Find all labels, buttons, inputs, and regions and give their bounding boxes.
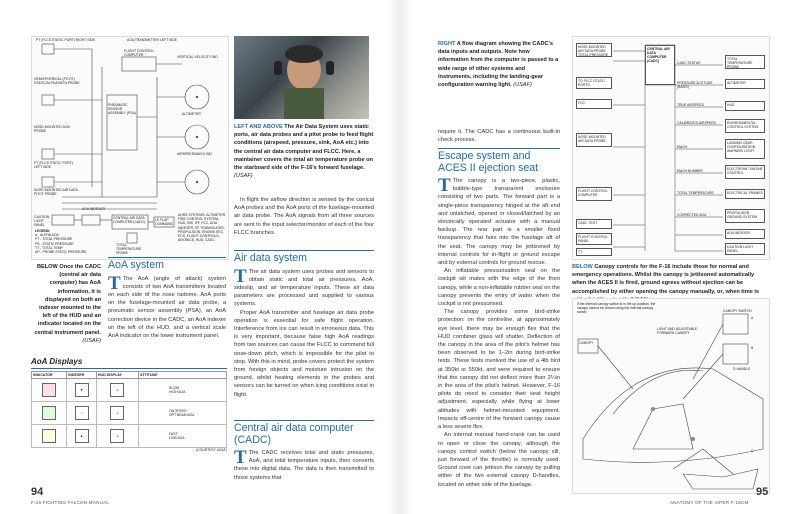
indicator-icon xyxy=(42,429,56,443)
escape-paragraph: An internal manual hand-crank can be used to open or close the canopy, although the canopy control switch (below the canopy sill, just forward of the throttle) is normally used. Ground crew can jettison the canopy by pulling either of the two external canopy D-handles, located on either side of the fuselage. xyxy=(438,432,560,488)
attitude-label: OPT BEAM AOA xyxy=(169,413,195,417)
escape-paragraph: The canopy provides some bird-strike protection: on the centreline, at approximately eye level, there may be enough flex that the HUD combiner glass will shatter. Deflection of the canopy in the area of the pilot's helmet has been observed to be 1–2in during bird-strike tests. These tests involved the use of a 4lb bird at 350kt or 550kt, and were required to ensure that the canopy did not deflect more than 2¼in in the area of the pilot's helmet. However, F-16 pilots do need to consider their seat height adjustment, especially while flying at lower altitudes with helmet-mounted equipment. Impacts off-centre of the forward canopy cause a less severe flex. xyxy=(438,309,560,431)
hud-icon: ⊥ xyxy=(110,429,124,443)
flow-input-box: TO FLCC STATIC PORTS xyxy=(576,77,612,89)
flow-caption-lead: RIGHT xyxy=(438,41,456,47)
aoa-heading: AoA system xyxy=(108,259,164,271)
indexer-icon: ○ xyxy=(75,406,89,420)
indicator-icon xyxy=(42,383,56,397)
canopy-label: B xyxy=(751,346,754,350)
flow-output-box: ELECTRONIC ENGINE CONTROL xyxy=(725,165,765,179)
table-row xyxy=(32,402,227,425)
dropcap-t: T xyxy=(108,272,121,294)
flow-input-box: FLIGHT CONTROL PANEL xyxy=(576,233,612,245)
continuation-text: require it. The CADC has a continuous built-in check process. xyxy=(438,129,560,144)
intro-paragraph xyxy=(234,196,374,237)
flow-output-box: ALTIMETER xyxy=(725,79,765,89)
flow-item: CALIBRATED AIRSPEED xyxy=(677,121,716,125)
right-footer: ANATOMY OF THE VIPER F-16CM xyxy=(670,500,749,505)
flow-output-box: HUD xyxy=(725,101,765,111)
flow-output-box: ENVIRONMENTAL CONTROL SYSTEM xyxy=(725,119,765,133)
aoa-header: INDEXER xyxy=(67,372,97,379)
canopy-label: CANOPY xyxy=(579,341,594,345)
air-data-paragraph: The air data system uses probes and sensors to obtain static and total air pressures, AoA, sideslip, and air temperature inputs. These air data parameters are processed and supplied to various systems. xyxy=(234,268,374,308)
label-altimeter: ALTIMETER xyxy=(182,112,201,116)
intro-text: In flight the airflow direction is sensed by the conical AoA probes and the AoA ports of the fuselage-mounted air data probe. The AoA signals from all three sources are sent to the input selector/monitor of each of the four FLCC branches. xyxy=(234,197,374,236)
aoa-table xyxy=(31,371,227,448)
dropcap-t: T xyxy=(234,265,247,287)
attitude-label: FAST xyxy=(169,431,178,436)
label-nose-aoa: NOSE-MOUNTED AOA PROBE xyxy=(34,125,70,134)
photo-figure xyxy=(234,36,369,119)
escape-section xyxy=(438,148,560,489)
left-page-number: 94 xyxy=(31,486,44,498)
aoa-displays-title: AoA Displays xyxy=(31,357,83,366)
attitude-label: ON SPEED xyxy=(169,408,187,413)
canopy-label: A xyxy=(751,316,754,320)
legend-item: α - ALPHA AOA xyxy=(35,233,59,238)
label-nose-pitot: NOSE-MOUNTED AIR DATA PITOT PROBE xyxy=(34,188,78,197)
label-total-temp: TOTAL TEMPERATURE PROBE xyxy=(116,243,142,256)
legend-item: ΔP - PROBE STATIC PRESSURE xyxy=(35,250,87,255)
flow-item: TRUE AIRSPEED xyxy=(677,103,705,107)
legend-title: LEGEND: xyxy=(35,229,51,233)
flow-item: PRESSURE ALTITUDE (BARO) xyxy=(677,81,713,90)
canopy-note: If the internal canopy switch is in the up position, the canopy cannot be closed using the internal canopy switch. xyxy=(577,302,656,315)
left-footer: F-16 FIGHTING FALCON MANUAL xyxy=(31,500,110,505)
label-pt-static-left: PT (FLCS STATIC PORT) LEFT SIDE xyxy=(34,161,73,170)
label-caution-light: CAUTION LIGHT PANEL xyxy=(34,215,50,228)
label-le-flap: LE FLAP COMMAND xyxy=(155,218,173,227)
flow-item: CORRECTED AOA xyxy=(677,213,707,217)
photo-caption xyxy=(234,123,374,180)
attitude-label: LOW AOA xyxy=(169,436,185,440)
flow-caption-text: A flow diagram showing the CADC's data inputs and outputs. Note how information from the computer is passed to a wide range of other systems and instruments, including the landing-gear configuration warning light. xyxy=(438,41,559,89)
hud-icon: ⊥ xyxy=(110,383,124,397)
escape-paragraph: An inflatable pressurisation seal on the cockpit sill mates with the edge of the front canopy, while a non-inflatable rubber seal on the canopy prevents the entry of water when the cockpit is not pressurised. xyxy=(438,268,560,308)
flow-input-box: NOSE-MOUNTED AIR DATA PROBE TOTAL PRESSURE xyxy=(576,43,612,57)
flow-input-box: NOSE-MOUNTED AIR DATA PROBE xyxy=(576,133,612,147)
label-airspeed: AIRSPEED/MACH IND xyxy=(177,152,212,156)
aoa-header: ATTITUDE xyxy=(139,372,227,379)
flow-input-box: TT xyxy=(576,248,612,256)
escape-heading: Escape system and ACES II ejection seat xyxy=(438,150,539,174)
air-data-paragraph: Proper AoA transmitter and fuselage air data probe operation is essential for safe flight operation. Interference from ice can result in erroneous data. This is very important, because false high AoA readings from two sources can cause the FLCC to command full nose-down pitch, which is impossible for the pilot to stop. With this in mind, probe covers protect the system from foreign objects and moisture intrusion on the ground, whilst heating elements in the probes and sensors can be turned on when icing conditions exist in flight. xyxy=(234,309,374,398)
flow-caption xyxy=(438,40,560,89)
flow-output-box: LANDING GEAR CONFIGURATION WARNING LIGHT xyxy=(725,139,765,159)
hud-icon: ⊥ xyxy=(110,406,124,420)
indexer-icon: ▼ xyxy=(75,383,89,397)
flow-input-box: CADC TEST xyxy=(576,219,612,229)
canopy-label: CANOPY SWITCH xyxy=(723,309,752,313)
aoa-displays xyxy=(31,357,227,452)
flow-item: MACH NUMBER xyxy=(677,169,703,173)
left-caption-text: BELOW Once the CADC (central air data computer) has AoA information, it is displayed on both an indexer mounted to the left of the HUD and an indicator located on the central instrument panel. xyxy=(34,264,101,336)
left-caption-credit: (USAF) xyxy=(82,337,101,344)
table-row xyxy=(32,425,227,448)
canopy-diagram xyxy=(572,298,770,494)
label-aoa-transmitter-left: AOA TRANSMITTER LEFT SIDE xyxy=(127,38,177,42)
label-vvi: VERTICAL VELOCITY IND xyxy=(177,55,218,59)
label-pt-probe-right: PT (FLCS STATIC PORT) RIGHT SIDE xyxy=(36,38,96,42)
photo-caption-text: The Air Data System uses static ports, air data probes and a pitot probe to feed flight conditions (airspeed, pressure, sink, AoA etc.) into the central air data computer and FLCC. Here, a maintainer covers the total air temperature probe on the starboard side of the F-16's forward fuselage. xyxy=(234,124,374,172)
label-hemispherical: HEMISPHERICAL (PITOT) STATIC/ALPHA BETA PROBE xyxy=(34,77,80,86)
indexer-icon: ▲ xyxy=(75,429,89,443)
photo-caption-lead: LEFT AND ABOVE xyxy=(234,124,283,130)
legend xyxy=(35,229,105,254)
photo-caption-credit: (USAF) xyxy=(234,173,253,180)
aoa-header: INDICATOR xyxy=(32,372,67,379)
cadc-flow-diagram xyxy=(572,36,770,260)
right-page xyxy=(400,0,800,514)
right-page-number: 95 xyxy=(756,486,769,498)
air-data-system-diagram xyxy=(31,36,229,260)
air-data-heading: Air data system xyxy=(234,252,308,264)
dropcap-t: T xyxy=(234,447,247,468)
canopy-caption-lead: BELOW xyxy=(572,264,593,270)
left-caption xyxy=(31,263,101,345)
aoa-paragraph: The AoA (angle of attack) system consists of two AoA transmitters located on each side of the nose radome. AoA ports on the fuselage-mounted air data probe, a pneumatic sensor assembly (PSA), an AoA correction device in the CADC, an AoA indexer on the left of the HUD, and a vertical scale AoA indicator on the lower instrument panel. xyxy=(108,275,226,339)
legend-item: TT - TOTAL TEMP xyxy=(35,245,63,250)
canopy-label: LIGHT AND ADJUSTABLE FORWARD CANOPY xyxy=(657,327,698,336)
cadc-heading: Central air data computer (CADC) xyxy=(234,422,354,446)
table-row xyxy=(32,379,227,402)
escape-paragraph: The canopy is a two-piece, plastic, bubble-type transparent enclosure consisting of two parts. The forward part is a single-piece transparency hinged at the aft end and unlatched, opened or closed/latched by an electrically operated actuator with a manual backup. The rear part is a smaller fixed transparency that fairs into the fuselage aft of the seat. The canopy may be jettisoned by internal controls for in-flight or ground escape and by external controls for ground rescue. xyxy=(438,178,560,267)
legend-item: PT - TOTAL PRESSURE xyxy=(35,237,73,242)
cadc-paragraph: The CADC receives total and static pressures, AoA, and total temperature inputs, then converts these into digital data. The data is then transmitted to those systems that xyxy=(234,450,374,481)
flow-item: TOTAL TEMPERATURE xyxy=(677,191,714,195)
flow-output-box: AOA INDEXER xyxy=(725,229,765,239)
canopy-label: D-HANDLE xyxy=(733,367,751,371)
dropcap-t: T xyxy=(438,175,451,196)
continuation-paragraph xyxy=(438,128,560,144)
aoa-section xyxy=(108,257,226,340)
label-cadc: CENTRAL AIR DATA COMPUTER (CADC) xyxy=(113,216,146,225)
flow-output-box: TOTAL TEMPERATURE PROBE xyxy=(725,55,765,69)
attitude-label: HIGH AOA xyxy=(169,390,186,394)
flow-output-box: PROPULSION GROUND SYSTEM xyxy=(725,209,765,223)
aoa-table-credit: (COURTESY USAF) xyxy=(196,448,227,452)
label-flcc: FLIGHT CONTROL COMPUTER xyxy=(124,49,154,58)
indicator-icon xyxy=(42,406,56,420)
legend-item: PS - STATIC PRESSURE xyxy=(35,241,74,246)
maintainer-photo xyxy=(234,36,369,119)
canopy-label: C xyxy=(751,449,754,453)
flow-item: CADC STATUS xyxy=(677,61,701,65)
label-psa: PNEUMATIC SENSOR ASSEMBLY (PSA) xyxy=(108,103,136,116)
flow-caption-credit: (USAF) xyxy=(513,82,532,89)
cadc-section xyxy=(234,420,374,482)
flow-output-box: ELECTRICAL FRAMES xyxy=(725,189,765,199)
flow-input-box: FLIGHT CONTROL COMPUTER xyxy=(576,187,612,201)
aoa-header: HUD DISPLAY xyxy=(96,372,138,379)
canopy-caption-text: Canopy controls for the F-16 include those for normal and emergency operations. Whilst the canopy is jettisoned automatically when the ACES II is fired, ground egress without ejection can be accomplished by either opening the canopy manually, or, when time is xyxy=(572,264,760,295)
air-data-section xyxy=(234,250,374,399)
label-aoa-indexer: AOA INDEXER xyxy=(82,207,105,211)
attitude-label: SLOW xyxy=(169,385,180,390)
flow-item: MACH xyxy=(677,145,687,149)
flow-input-box: FCC xyxy=(576,99,612,109)
label-ahrs: AHRS SYSTEMS: ALTIMETER, FIRE CONTROL SYSTEM, HUD, INS, IFF, FCC, AOA INDEXER, EF TRANSDUCER, PROPULSION, ENGINE EEC, ECS, FLIGHT CONTROLS, AVIONICS, HUD, CADC xyxy=(178,213,226,243)
flow-output-box: CAUTION LIGHT PANEL xyxy=(725,243,765,255)
cadc-center-box: CENTRAL AIR DATA COMPUTER (CADC) xyxy=(645,45,675,85)
